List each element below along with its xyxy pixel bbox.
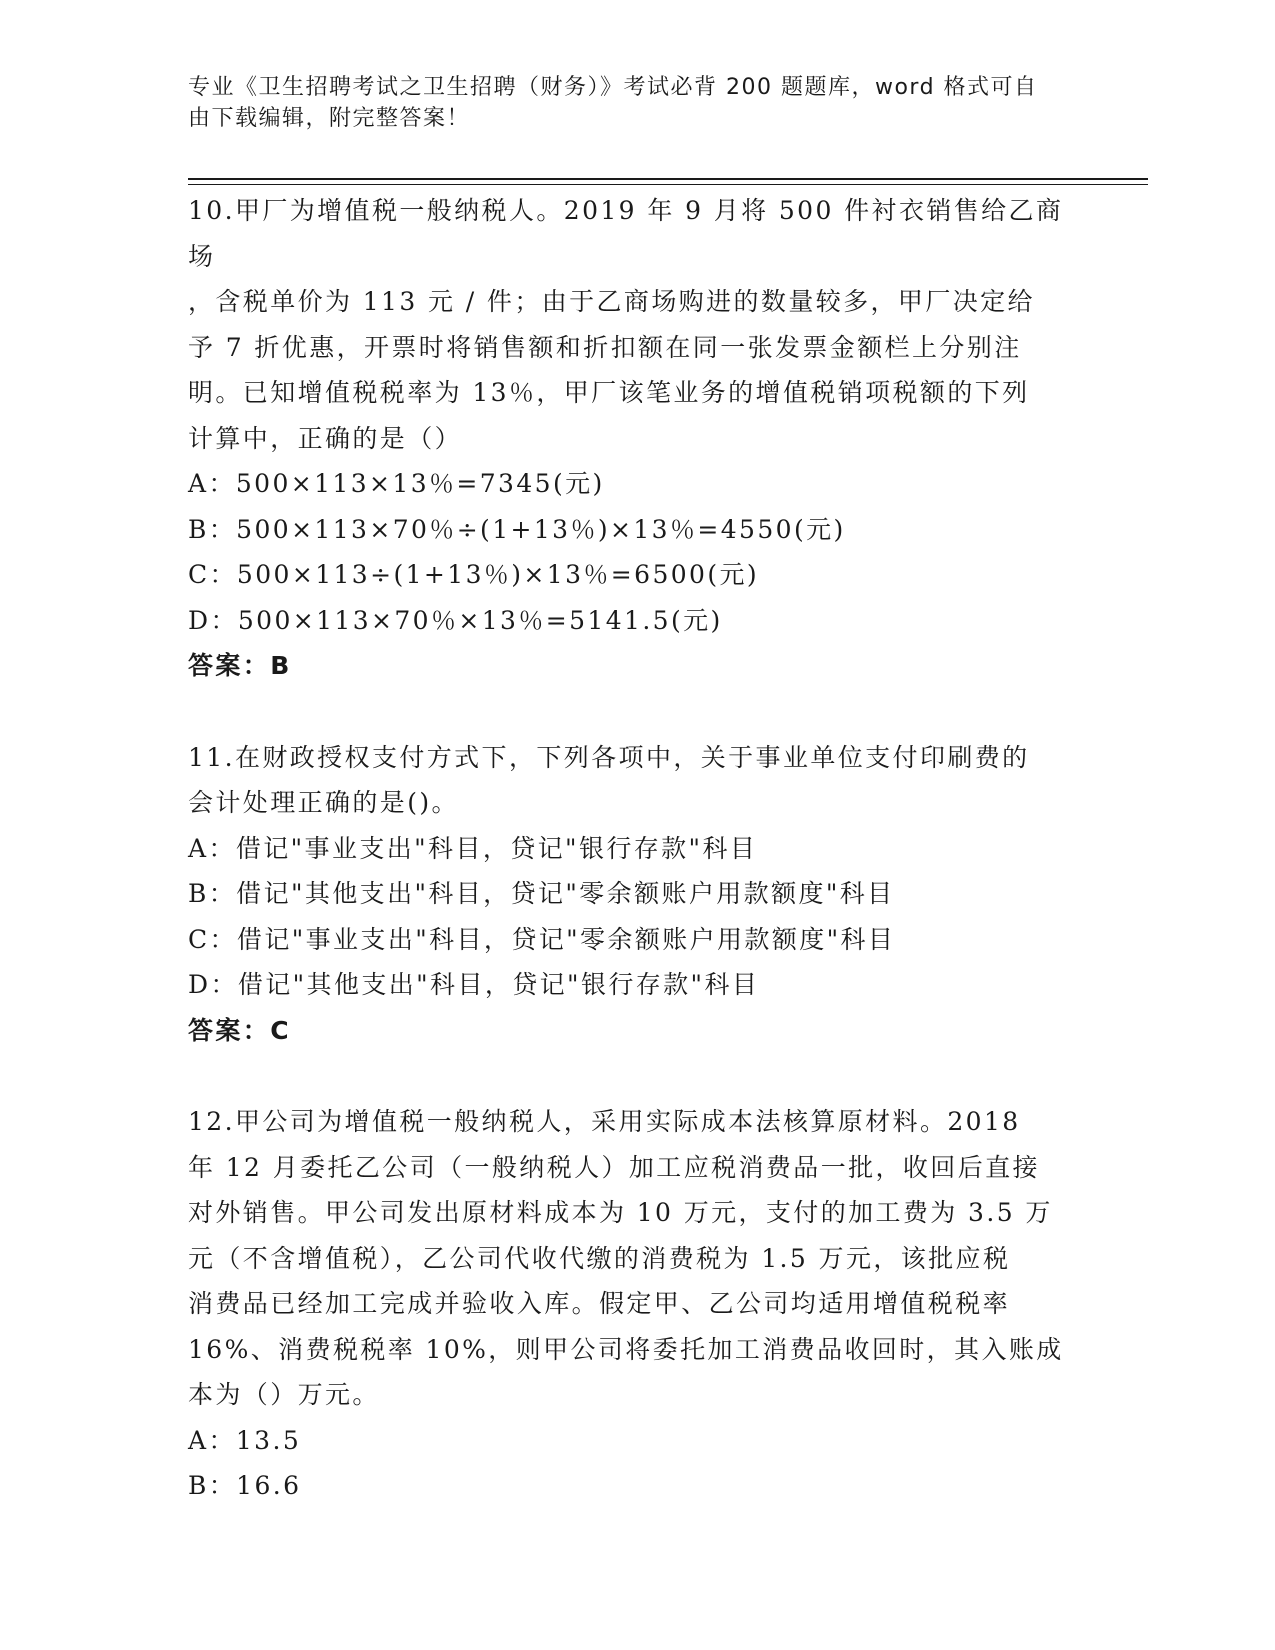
document-header xyxy=(188,72,1088,134)
header-line-1: 专业《卫生招聘考试之卫生招聘（财务）》考试必背 200 题题库，word 格式可自 xyxy=(188,75,1038,100)
question-text-line: 计算中，正确的是（） xyxy=(188,423,463,453)
question-12 xyxy=(188,1099,1088,1509)
question-text-line: 消费品已经加工完成并验收入库。假定甲、乙公司均适用增值税税率 xyxy=(188,1289,1011,1318)
option-a: A：借记"事业支出"科目，贷记"银行存款"科目 xyxy=(188,833,758,863)
question-text-line: 元（不含增值税），乙公司代收代缴的消费税为 1.5 万元，该批应税 xyxy=(188,1243,1011,1273)
answer: 答案：B xyxy=(188,651,292,680)
option-b: B：500×113×70％÷(1+13％)×13％=4550(元) xyxy=(188,514,846,544)
question-text-line: 年 12 月委托乙公司（一般纳税人）加工应税消费品一批，收回后直接 xyxy=(188,1152,1040,1182)
question-text-line: 11.在财政授权支付方式下，下列各项中，关于事业单位支付印刷费的 xyxy=(188,742,1030,772)
option-a: A：13.5 xyxy=(188,1425,302,1455)
spacer xyxy=(188,689,1088,735)
option-c: C：500×113÷(1+13％)×13％=6500(元) xyxy=(188,560,760,589)
option-c: C：借记"事业支出"科目，贷记"零余额账户用款额度"科目 xyxy=(188,924,896,954)
option-b: B：16.6 xyxy=(188,1471,302,1500)
question-text-line: 明。已知增值税税率为 13％，甲厂该笔业务的增值税销项税额的下列 xyxy=(188,378,1030,407)
question-text-line: ，含税单价为 113 元 / 件；由于乙商场购进的数量较多，甲厂决定给 xyxy=(188,287,1035,316)
header-rule-thick xyxy=(188,178,1148,180)
question-text-line: 本为（）万元。 xyxy=(188,1380,380,1409)
question-text-line: 10.甲厂为增值税一般纳税人。2019 年 9 月将 500 件衬衣销售给乙商场 xyxy=(188,196,1064,271)
answer: 答案：C xyxy=(188,1015,291,1045)
header-line-2: 由下载编辑，附完整答案！ xyxy=(188,106,471,131)
option-d: D：借记"其他支出"科目，贷记"银行存款"科目 xyxy=(188,970,760,999)
question-text-line: 予 7 折优惠，开票时将销售额和折扣额在同一张发票金额栏上分别注 xyxy=(188,332,1022,362)
question-list xyxy=(188,188,1088,1509)
option-a: A：500×113×13％=7345(元) xyxy=(188,469,605,498)
question-11 xyxy=(188,735,1088,1054)
question-text-line: 16%、消费税税率 10%，则甲公司将委托加工消费品收回时，其入账成 xyxy=(188,1334,1064,1364)
question-text-line: 对外销售。甲公司发出原材料成本为 10 万元，支付的加工费为 3.5 万 xyxy=(188,1198,1053,1227)
question-text-line: 会计处理正确的是()。 xyxy=(188,788,459,817)
question-10 xyxy=(188,188,1088,689)
question-text-line: 12.甲公司为增值税一般纳税人，采用实际成本法核算原材料。2018 xyxy=(188,1107,1021,1136)
header-rule-thin xyxy=(188,184,1148,185)
option-d: D：500×113×70％×13％=5141.5(元) xyxy=(188,605,723,635)
spacer xyxy=(188,1053,1088,1099)
option-b: B：借记"其他支出"科目，贷记"零余额账户用款额度"科目 xyxy=(188,879,895,908)
